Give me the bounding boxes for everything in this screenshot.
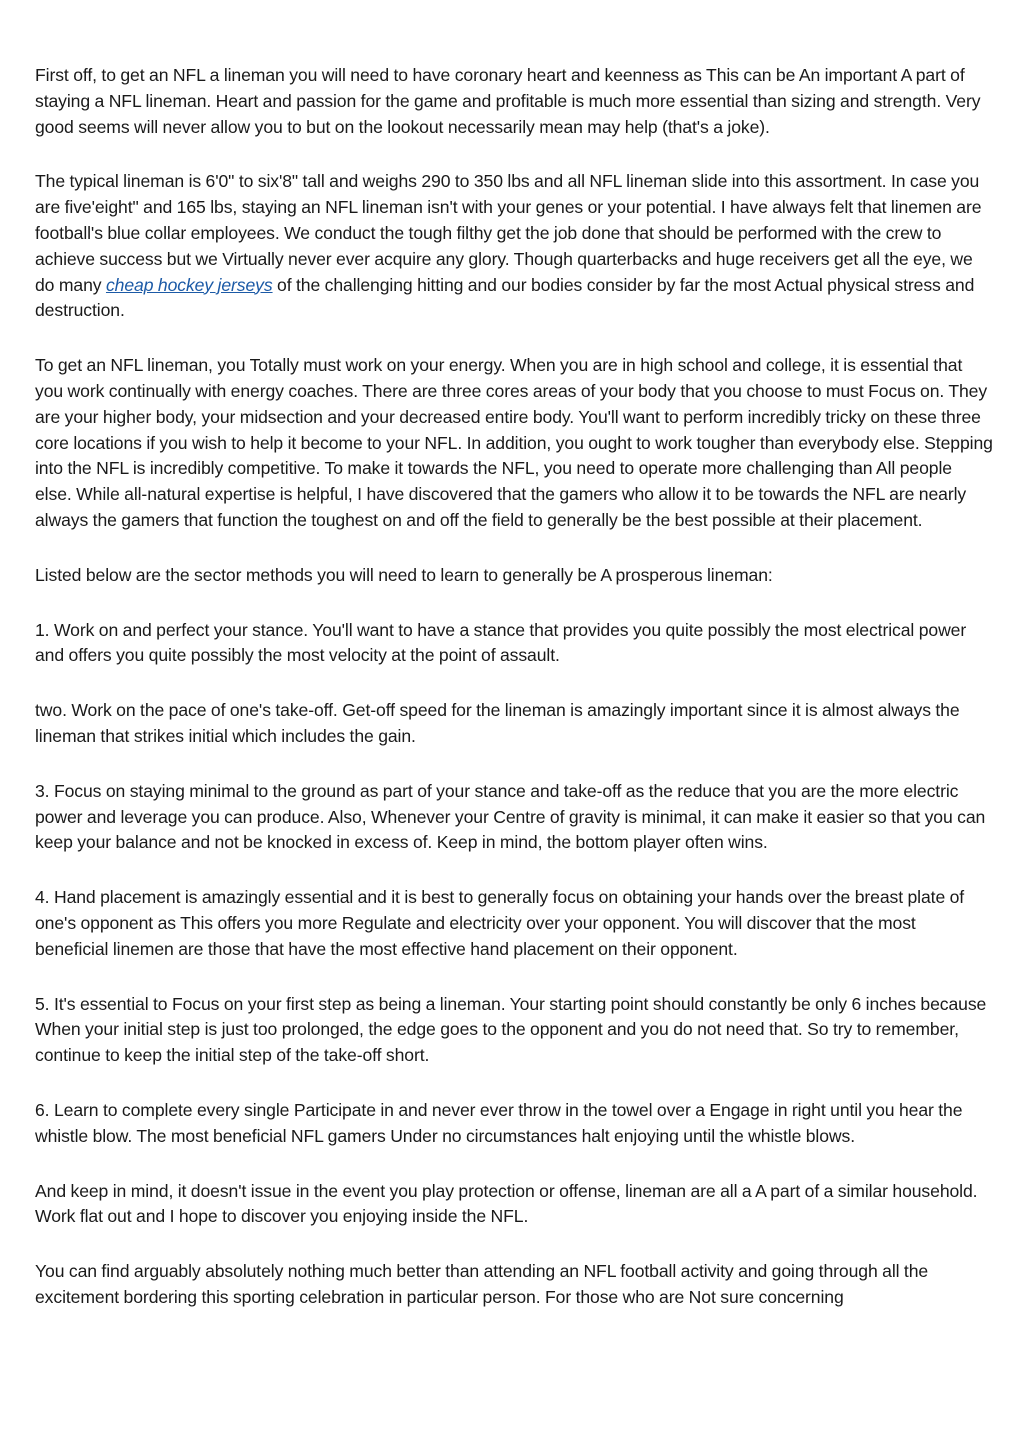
- paragraph-intro: First off, to get an NFL a lineman you will need to have coronary heart and keenness as This can be An important A part of staying a NFL lineman. Heart and passion for the game and profitable is much more essential than sizing and strength. Very good seems will never allow you to but on the lookout necessarily mean may help (that's a joke).: [35, 65, 981, 137]
- list-item-low-ground: 3. Focus on staying minimal to the ground as part of your stance and take-off as the reduce that you are the more electric power and leverage you can produce. Also, Whenever your Centre of gravity is minimal, it can make it easier so that you can keep your balance and not be knocked in excess of. Keep in mind, the bottom player often wins.: [35, 780, 986, 853]
- cheap-hockey-jerseys-link[interactable]: cheap hockey jerseys: [105, 274, 273, 295]
- list-item-hand-placement: 4. Hand placement is amazingly essential and it is best to generally focus on obtaining your hands over the breast plate of one's opponent as This offers you more Regulate and electricity over your opponent. You will discover that the most beneficial linemen are those that have the most effective hand placement on their opponent.: [35, 887, 965, 959]
- article-body: [35, 63, 993, 1340]
- paragraph-text-before-link: The typical lineman is 6'0" to six'8" tall and weighs 290 to 350 lbs and all NFL lineman slide into this assortment. In case you are five'eight" and 165 lbs, staying an NFL lineman isn't with your genes or your potential. I have always felt that linemen are football's blue collar employees. We conduct the tough filthy get the job done that should be performed with the crew to achieve success but we Virtually never ever acquire any glory. Though quarterbacks and huge receivers get all the eye, we do many: [35, 171, 982, 295]
- paragraph-methods-intro: Listed below are the sector methods you will need to learn to generally be A prosperous lineman:: [35, 564, 773, 585]
- paragraph-keep-in-mind: And keep in mind, it doesn't issue in the event you play protection or offense, lineman are all a A part of a similar household. Work flat out and I hope to discover you enjoying inside the NFL.: [35, 1180, 978, 1227]
- paragraph-energy: To get an NFL lineman, you Totally must work on your energy. When you are in high school and college, it is essential that you work continually with energy coaches. There are three cores areas of your body that you choose to must Focus on. They are your higher body, your midsection and your decreased entire body. You'll want to perform incredibly tricky on these three core locations if you wish to help it become to your NFL. In addition, you ought to work tougher than everybody else. Stepping into the NFL is incredibly competitive. To make it towards the NFL, you need to operate more challenging than All people else. While all-natural expertise is helpful, I have discovered that the gamers who allow it to be towards the NFL are nearly always the gamers that function the toughest on and off the field to generally be the best possible at their placement.: [35, 355, 993, 530]
- list-item-complete-play: 6. Learn to complete every single Participate in and never ever throw in the towel over a Engage in right until you hear the whistle blow. The most beneficial NFL gamers Under no circumstances halt enjoying until the whistle blows.: [35, 1099, 963, 1146]
- list-item-take-off: two. Work on the pace of one's take-off. Get-off speed for the lineman is amazingly important since it is almost always the lineman that strikes initial which includes the gain.: [35, 700, 960, 746]
- list-item-stance: 1. Work on and perfect your stance. You'll want to have a stance that provides you quite possibly the most electrical power and offers you quite possibly the most velocity at the point of assault.: [35, 619, 967, 666]
- paragraph-typical-lineman: [35, 169, 993, 324]
- paragraph-attending-game: You can find arguably absolutely nothing much better than attending an NFL football activity and going through all the excitement bordering this sporting celebration in particular person. For those who are Not sure concerning: [35, 1261, 929, 1307]
- paragraph-text-after-link: of the challenging hitting and our bodies consider by far the most Actual physical stress and destruction.: [35, 274, 975, 321]
- list-item-first-step: 5. It's essential to Focus on your first step as being a lineman. Your starting point should constantly be only 6 inches because When your initial step is just too prolonged, the edge goes to the opponent and you do not need that. So try to remember, continue to keep the initial step of the take-off short.: [35, 993, 987, 1066]
